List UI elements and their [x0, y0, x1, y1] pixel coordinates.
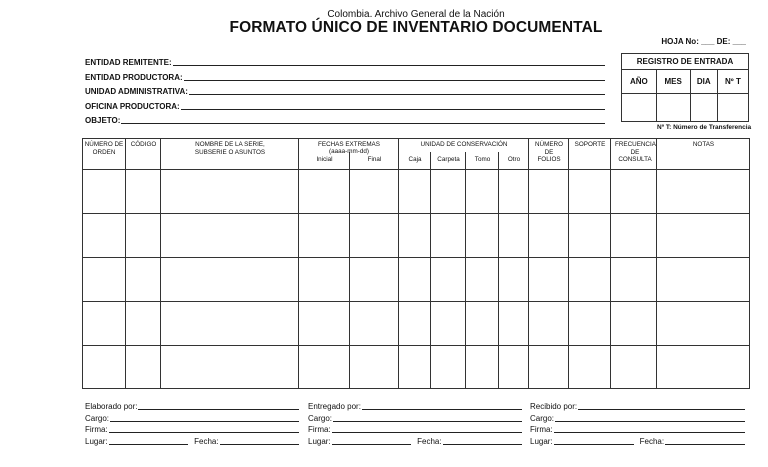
- registro-col-mes: MES: [656, 70, 690, 94]
- registro-col-dia: DIA: [690, 70, 717, 94]
- registro-cell-mes[interactable]: [656, 94, 690, 122]
- inventory-grid-lines: [82, 138, 750, 389]
- field-objeto[interactable]: OBJETO:: [85, 114, 605, 129]
- sheet-number: HOJA No: ___ DE: ___: [661, 37, 746, 46]
- signature-block-elaborado: [85, 401, 299, 447]
- registro-cell-nt[interactable]: [717, 94, 748, 122]
- elaborado-cargo-field[interactable]: Cargo:: [85, 413, 299, 425]
- field-entidad-remitente[interactable]: ENTIDAD REMITENTE:: [85, 56, 605, 71]
- col-frecuencia-consulta: FRECUENCIA DE CONSULTA: [615, 141, 656, 163]
- signature-block-entregado: [308, 401, 522, 447]
- elaborado-por-field[interactable]: Elaborado por:: [85, 401, 299, 413]
- entregado-por-field[interactable]: Entregado por:: [308, 401, 522, 413]
- signature-block-recibido: [530, 401, 745, 447]
- col-notas: NOTAS: [692, 141, 715, 148]
- recibido-cargo-field[interactable]: Cargo:: [530, 413, 745, 425]
- col-carpeta: Carpeta: [437, 156, 460, 163]
- entregado-firma-field[interactable]: Firma:: [308, 424, 522, 436]
- col-fechas-extremas: FECHAS EXTREMAS: [318, 141, 380, 148]
- recibido-por-field[interactable]: Recibido por:: [530, 401, 745, 413]
- entregado-lugar-fecha-field[interactable]: Lugar: Fecha:: [308, 436, 522, 448]
- col-final: Final: [367, 156, 382, 163]
- col-numero-folios: NÚMERO DE FOLIOS: [535, 141, 563, 163]
- inventory-table: [82, 138, 750, 389]
- registro-col-nt: Nº T: [717, 70, 748, 94]
- col-fechas-format: (aaaa-mm-dd): [329, 148, 369, 155]
- registro-note: Nº T: Número de Transferencia: [657, 124, 752, 131]
- field-entidad-productora[interactable]: ENTIDAD PRODUCTORA:: [85, 71, 605, 86]
- registro-title: REGISTRO DE ENTRADA: [622, 54, 749, 70]
- form-title: FORMATO ÚNICO DE INVENTARIO DOCUMENTAL: [229, 19, 603, 36]
- recibido-lugar-fecha-field[interactable]: Lugar: Fecha:: [530, 436, 745, 448]
- col-codigo: CÓDIGO: [130, 141, 157, 148]
- elaborado-firma-field[interactable]: Firma:: [85, 424, 299, 436]
- recibido-firma-field[interactable]: Firma:: [530, 424, 745, 436]
- field-oficina-productora[interactable]: OFICINA PRODUCTORA:: [85, 100, 605, 115]
- col-tomo: Tomo: [474, 156, 491, 163]
- field-unidad-administrativa[interactable]: UNIDAD ADMINISTRATIVA:: [85, 85, 605, 100]
- registro-cell-dia[interactable]: [690, 94, 717, 122]
- col-otro: Otro: [507, 156, 521, 163]
- entregado-cargo-field[interactable]: Cargo:: [308, 413, 522, 425]
- col-unidad-conservacion: UNIDAD DE CONSERVACIÓN: [420, 141, 508, 148]
- col-numero-orden: NÚMERO DE ORDEN: [84, 141, 124, 156]
- col-soporte: SOPORTE: [574, 141, 606, 148]
- registro-col-ano: AÑO: [622, 70, 657, 94]
- registro-entrada-table: [621, 53, 749, 122]
- registro-cell-ano[interactable]: [622, 94, 657, 122]
- entity-fields: [85, 56, 605, 129]
- col-nombre-serie: NOMBRE DE LA SERIE, SUBSERIE O ASUNTOS: [194, 141, 266, 156]
- col-caja: Caja: [408, 156, 422, 163]
- elaborado-lugar-fecha-field[interactable]: Lugar: Fecha:: [85, 436, 299, 448]
- archive-subtitle: Colombia. Archivo General de la Nación: [327, 9, 505, 20]
- col-inicial: Inicial: [316, 156, 333, 163]
